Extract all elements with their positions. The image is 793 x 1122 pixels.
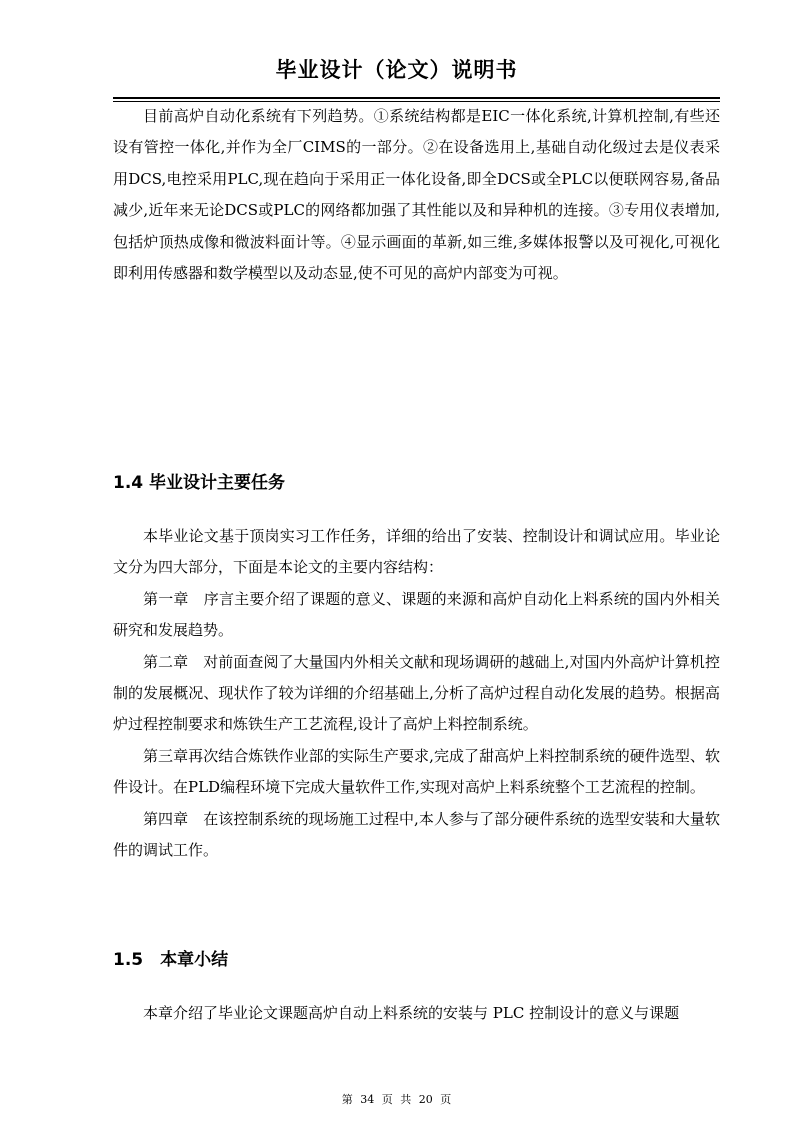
section-1-5-body	[113, 998, 720, 1029]
section-1-4-body	[113, 521, 720, 866]
section-1-4-paragraph-2: 第一章 序言主要介绍了课题的意义、课题的来源和高炉自动化上料系统的国内外相关研究和发展趋势。	[113, 589, 720, 640]
section-1-4-paragraph-4: 第三章再次结合炼铁作业部的实际生产要求,完成了甜高炉上料控制系统的硬件选型、软件设计。在PLD编程环境下完成大量软件工作,实现对高炉上料系统整个工艺流程的控制。	[113, 746, 720, 797]
section-1-4-paragraph-3: 第二章 对前面查阅了大量国内外相关文献和现场调研的越础上,对国内外高炉计算机控制的发展概况、现状作了较为详细的介绍基础上,分析了高炉过程自动化发展的趋势。根据高炉过程控制要求和炼铁生产工艺流程,设计了高炉上料控制系统。	[113, 652, 720, 734]
page-footer: 第 34 页 共 20 页	[341, 1093, 452, 1106]
section-heading-1-4: 1.4 毕业设计主要任务	[113, 473, 286, 493]
section-heading-1-5: 1.5 本章小结	[113, 950, 229, 970]
intro-paragraph: 目前高炉自动化系统有下列趋势。①系统结构都是EIC一体化系统,计算机控制,有些还设有管控一体化,并作为全厂CIMS的一部分。②在设备选用上,基础自动化级过去是仪表采用DCS,电控采用PLC,现在趋向于采用正一体化设备,即全DCS或全PLC以便联网容易,备品减少,近年来无论DCS或PLC的网络都加强了其性能以及和异种机的连接。③专用仪表增加,包括炉顶热成像和微波料面计等。④显示画面的革新,如三维,多媒体报警以及可视化,可视化即利用传感器和数学模型以及动态显,使不可见的高炉内部变为可视。	[113, 107, 720, 283]
section-1-4-paragraph-5: 第四章 在该控制系统的现场施工过程中,本人参与了部分硬件系统的选型安装和大量软件的调试工作。	[113, 809, 720, 860]
section-1-5-paragraph: 本章介绍了毕业论文课题高炉自动上料系统的安装与 PLC 控制设计的意义与课题	[143, 1004, 680, 1022]
intro-block	[113, 101, 720, 289]
section-1-4-paragraph-1: 本毕业论文基于顶岗实习工作任务，详细的给出了安装、控制设计和调试应用。毕业论文分为四大部分，下面是本论文的主要内容结构：	[113, 527, 720, 577]
header-rule-thick	[113, 97, 720, 99]
header-title: 毕业设计（论文）说明书	[275, 58, 518, 82]
